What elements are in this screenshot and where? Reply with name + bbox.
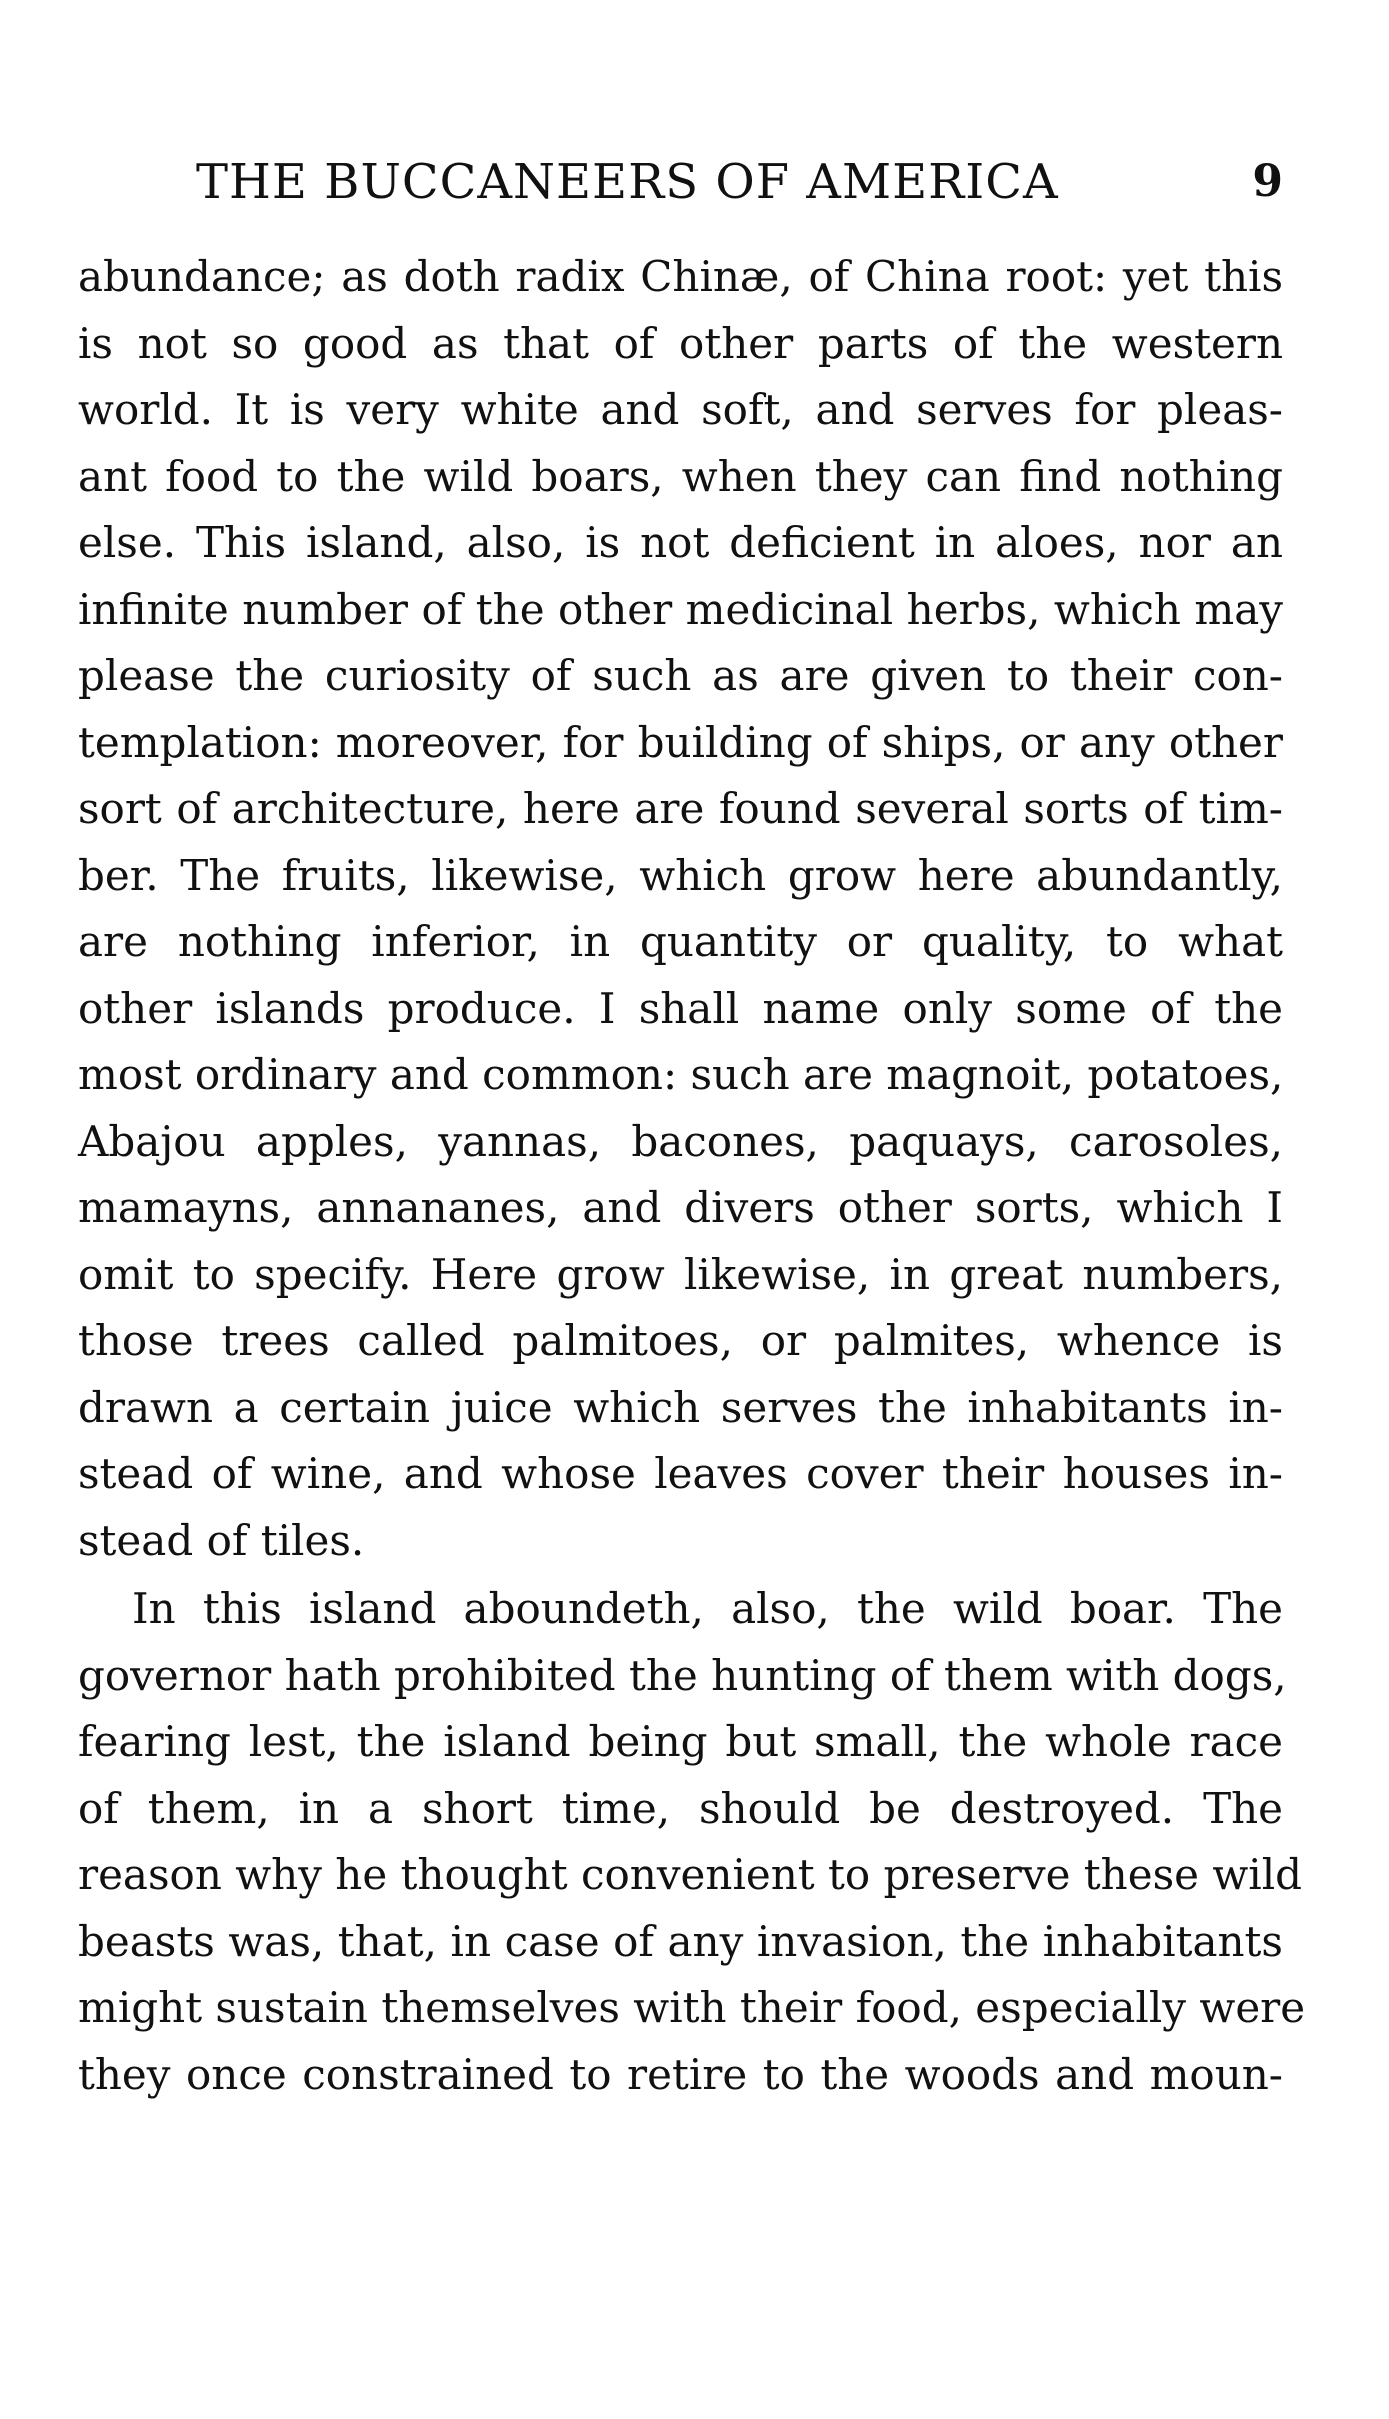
text-line: governor hath prohibited the hunting of them with dogs, [78,1650,1287,1700]
text-line: world. It is very white and soft, and serves for pleas- [78,385,1283,434]
paragraph-1 [78,244,1283,1574]
page-number: 9 [1252,156,1283,207]
text-line: templation: moreover, for building of ships, or any other [78,717,1283,767]
page-header [78,154,1283,214]
text-line: other islands produce. I shall name only some of the [78,983,1283,1033]
text-line: drawn a certain juice which serves the inhabitants in- [78,1382,1283,1432]
text-line: reason why he thought convenient to preserve these wild [78,1850,1303,1899]
text-line: fearing lest, the island being but small, the whole race [78,1717,1283,1766]
text-line: mamayns, annananes, and divers other sorts, which I [78,1183,1283,1232]
text-line: else. This island, also, is not deficient in aloes, nor an [78,518,1283,567]
text-line: ber. The fruits, likewise, which grow here abundantly, [78,850,1283,900]
text-line: omit to specify. Here grow likewise, in great numbers, [78,1249,1283,1299]
text-line: abundance; as doth radix Chinæ, of China root: yet this [78,252,1283,301]
text-line: are nothing inferior, in quantity or quality, to what [78,917,1283,966]
text-line: infinite number of the other medicinal herbs, which may [78,584,1283,634]
paragraph-2 [78,1576,1306,2108]
text-line: is not so good as that of other parts of the western [78,318,1283,368]
text-line: stead of wine, and whose leaves cover their houses in- [78,1449,1283,1498]
text-line: ant food to the wild boars, when they can find nothing [78,451,1283,501]
text-line: might sustain themselves with their food, especially were [78,1983,1306,2032]
text-line: Abajou apples, yannas, bacones, paquays, carosoles, [78,1116,1283,1166]
text-line: they once constrained to retire to the woods and moun- [78,2049,1283,2099]
text-line: most ordinary and common: such are magnoit, potatoes, [78,1050,1284,1099]
running-title: THE BUCCANEERS OF AMERICA [196,154,1059,210]
text-line: beasts was, that, in case of any invasion, the inhabitants [78,1916,1283,1966]
text-line: please the curiosity of such as are given to their con- [78,651,1283,700]
text-line: of them, in a short time, should be destroyed. The [78,1783,1283,1833]
text-line: sort of architecture, here are found several sorts of tim- [78,784,1283,833]
body-text [78,244,1306,2108]
text-line: those trees called palmitoes, or palmites, whence is [78,1316,1283,1365]
text-line: stead of tiles. [78,1515,365,1565]
text-line: In this island aboundeth, also, the wild boar. The [132,1584,1283,1633]
